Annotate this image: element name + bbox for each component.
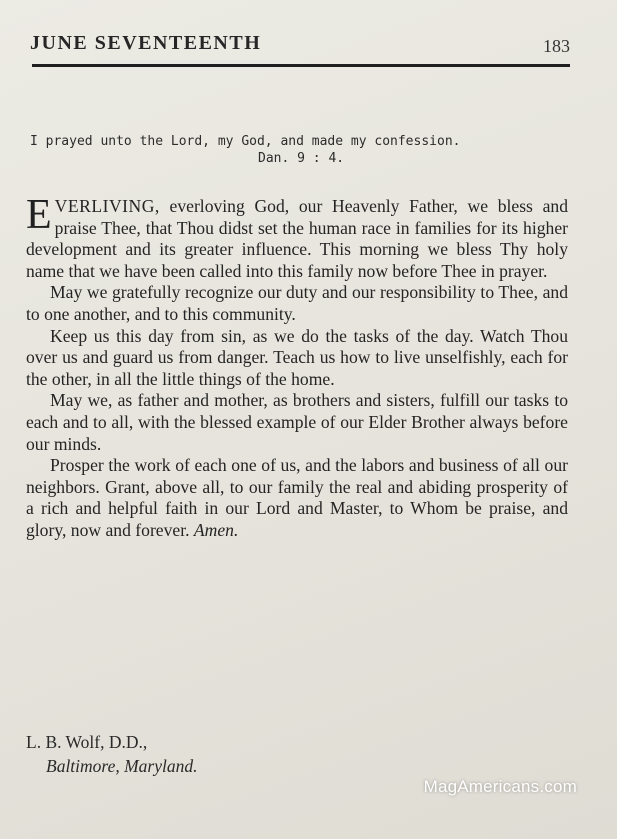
paragraph-text: everloving God, our Heavenly Father, we bless and praise Thee, that Thou didst set the human race in families for its higher development and its greater influence. This morning we bless Thy holy name that we have been called into this family now before Thee in prayer. (26, 196, 568, 281)
prayer-body (26, 192, 568, 542)
prayer-paragraph (26, 455, 568, 541)
paragraph-lead: VERLIVING, (54, 196, 160, 216)
amen: Amen. (193, 519, 239, 540)
watermark: MagAmericans.com (423, 777, 577, 796)
author-location: Baltimore, Maryland. (46, 756, 198, 776)
author-block (26, 730, 197, 778)
epigraph-text: I prayed unto the Lord, my God, and made my confession. (30, 134, 461, 149)
prayer-paragraph: Keep us this day from sin, as we do the tasks of the day. Watch Thou over us and guard us from danger. Teach us how to live unselfishly, each for the other, in all the little things of the home. (26, 325, 568, 389)
author-name: L. B. Wolf, D.D., (26, 732, 148, 752)
prayer-paragraph: May we gratefully recognize our duty and our responsibility to Thee, and to one another, and to this community. (26, 282, 568, 324)
page-header (30, 28, 570, 62)
drop-cap: E (26, 192, 52, 238)
header-rule (32, 64, 570, 67)
page-title: JUNE SEVENTEENTH (30, 32, 262, 54)
paragraph-text: Prosper the work of each one of us, and the labors and business of all our neighbors. Grant, above all, to our family the real and abiding prosperity of a rich and helpful faith in our Lord and Master, to Whom be praise, and glory, now and forever. (26, 455, 568, 540)
prayer-paragraph (26, 192, 568, 282)
epigraph (30, 133, 570, 167)
page-number: 183 (543, 36, 570, 56)
epigraph-reference: Dan. 9 : 4. (258, 151, 345, 166)
prayer-paragraph: May we, as father and mother, as brothers and sisters, fulfill our tasks to each and to all, with the blessed example of our Elder Brother always before our minds. (26, 390, 568, 454)
